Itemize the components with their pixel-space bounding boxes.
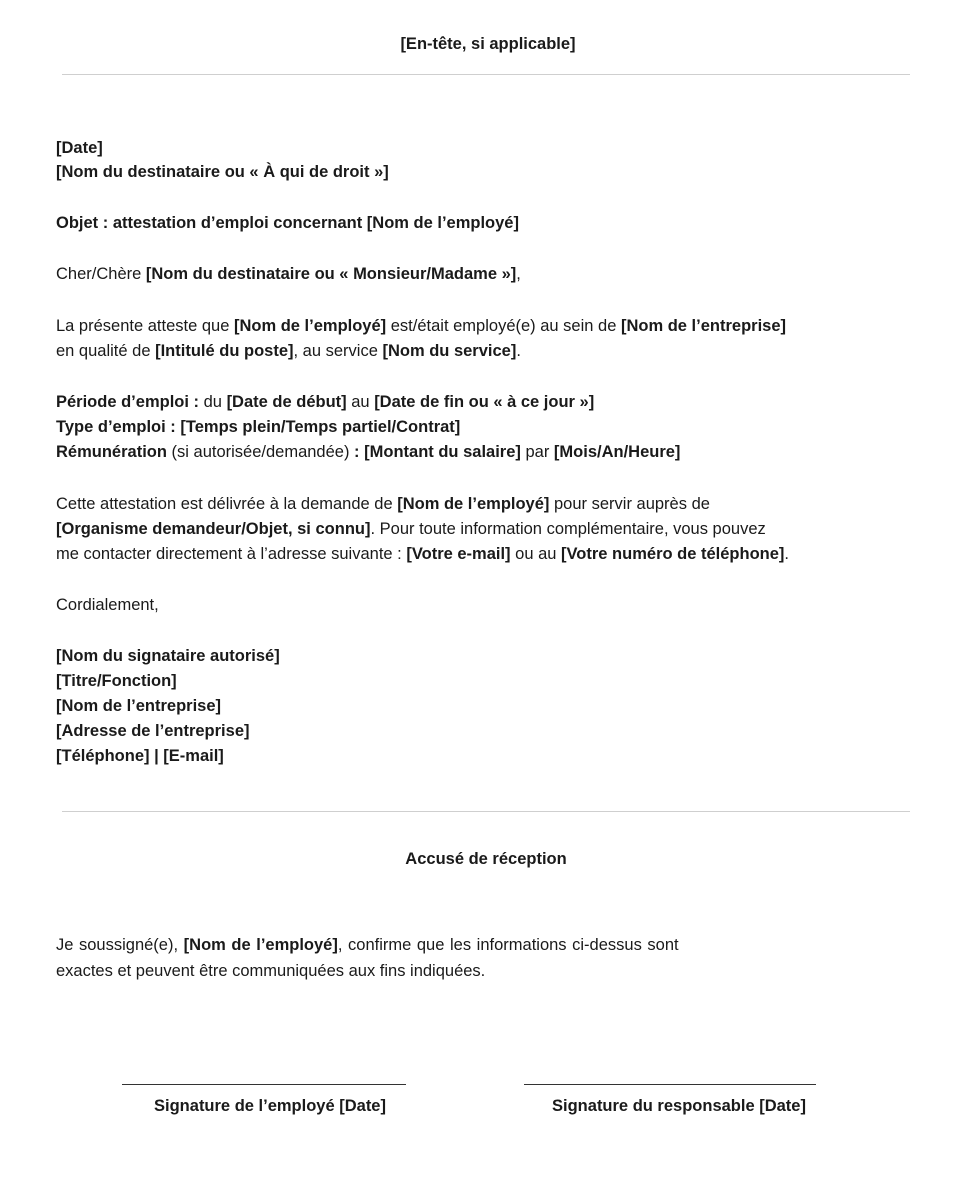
text: La présente atteste que [56, 317, 234, 335]
company-name-field: [Nom de l’entreprise] [620, 317, 787, 335]
pay-period-field: [Mois/An/Heure] [553, 443, 681, 461]
acknowledgement-line-1 [56, 933, 679, 957]
acknowledgement-title: Accusé de réception [405, 850, 567, 868]
employee-signature-line [122, 1084, 406, 1085]
company-address: [Adresse de l’entreprise] [56, 722, 250, 740]
requesting-organization-field: [Organisme demandeur/Objet, si connu] [56, 520, 371, 538]
text: ou au [510, 545, 562, 563]
text: . [784, 545, 790, 563]
paragraph-1-line-2 [56, 339, 521, 363]
employee-name-field: [Nom de l’employé] [233, 317, 387, 335]
greeting-name: [Nom du destinataire ou « Monsieur/Madame »] [145, 265, 517, 283]
subject-line: Objet : attestation d’emploi concernant [Nom de l’employé] [56, 214, 519, 232]
contact-info: [Téléphone] | [E-mail] [56, 747, 224, 765]
paragraph-1-line-1 [56, 314, 786, 338]
start-date-field: [Date de début] [226, 393, 347, 411]
greeting [56, 262, 521, 286]
text: me contacter directement à l’adresse suivante : [56, 545, 407, 563]
paragraph-2-line-3 [56, 542, 789, 566]
text: , confirme que les informations ci-dessus sont [337, 936, 679, 954]
remuneration [56, 440, 680, 464]
end-date-field: [Date de fin ou « à ce jour »] [374, 393, 595, 411]
text: , au service [293, 342, 383, 360]
employee-name-field: [Nom de l’employé] [397, 495, 550, 513]
recipient: [Nom du destinataire ou « À qui de droit »] [56, 163, 389, 181]
section-divider [62, 811, 910, 812]
phone-field: [Votre numéro de téléphone] [561, 545, 785, 563]
employment-type: Type d’emploi : [Temps plein/Temps partiel/Contrat] [56, 418, 461, 436]
text: pour servir auprès de [549, 495, 710, 513]
salary-field: : [Montant du salaire] [354, 443, 521, 461]
company-name: [Nom de l’entreprise] [56, 697, 222, 715]
text: du [199, 393, 227, 411]
text: par [520, 443, 554, 461]
greeting-prefix: Cher/Chère [56, 265, 146, 283]
department-field: [Nom du service] [382, 342, 517, 360]
email-field: [Votre e-mail] [406, 545, 511, 563]
manager-signature-line [524, 1084, 816, 1085]
text: (si autorisée/demandée) [166, 443, 355, 461]
text: Je soussigné(e), [56, 936, 184, 954]
letterhead: [En-tête, si applicable] [400, 35, 576, 53]
greeting-suffix: , [516, 265, 521, 283]
signatory-title: [Titre/Fonction] [56, 672, 177, 690]
text: Cette attestation est délivrée à la demande de [56, 495, 398, 513]
text: . [516, 342, 521, 360]
signatory-name: [Nom du signataire autorisé] [56, 647, 280, 665]
text: . Pour toute information complémentaire, vous pouvez [370, 520, 766, 538]
acknowledgement-line-2: exactes et peuvent être communiquées aux fins indiquées. [56, 962, 486, 980]
paragraph-2-line-1 [56, 492, 710, 516]
job-title-field: [Intitulé du poste] [155, 342, 294, 360]
closing: Cordialement, [56, 596, 159, 614]
manager-signature-label: Signature du responsable [Date] [552, 1097, 806, 1115]
pay-label: Rémunération [56, 443, 167, 461]
employee-signature-label: Signature de l’employé [Date] [154, 1097, 386, 1115]
date: [Date] [56, 139, 103, 157]
text: est/était employé(e) au sein de [386, 317, 621, 335]
header-divider [62, 74, 910, 75]
text: au [346, 393, 375, 411]
text: en qualité de [56, 342, 156, 360]
employee-name-field: [Nom de l’employé] [183, 936, 338, 954]
paragraph-2-line-2 [56, 517, 766, 541]
period-label: Période d’emploi : [56, 393, 200, 411]
employment-period [56, 390, 594, 414]
